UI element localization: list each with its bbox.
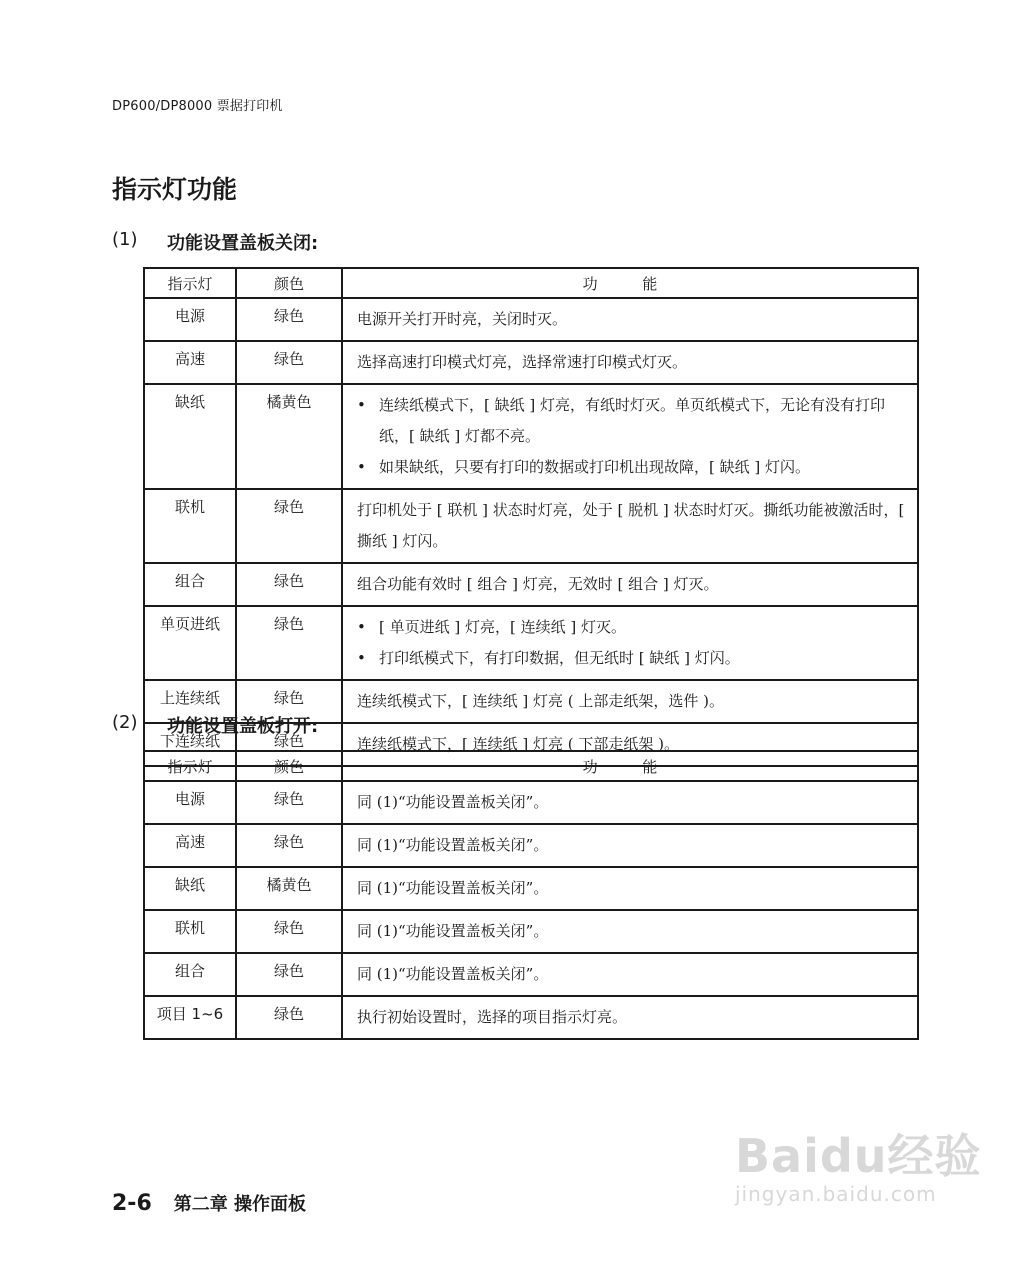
col-header-function: 功 能 (342, 268, 918, 298)
indicator-name: 电源 (144, 298, 236, 341)
function-description (342, 341, 918, 384)
table-row (144, 996, 918, 1039)
description-line: 组合功能有效时 [ 组合 ] 灯亮，无效时 [ 组合 ] 灯灭。 (357, 575, 719, 593)
description-line: 连续纸模式下，[ 连续纸 ] 灯亮 ( 下部走纸架 )。 (357, 735, 680, 753)
indicator-color: 绿色 (236, 606, 342, 680)
indicator-name: 联机 (144, 489, 236, 563)
indicator-color: 绿色 (236, 996, 342, 1039)
indicator-name: 单页进纸 (144, 606, 236, 680)
col-header-color: 颜色 (236, 268, 342, 298)
indicator-color: 绿色 (236, 824, 342, 867)
bullet-text: 打印纸模式下，有打印数据，但无纸时 [ 缺纸 ] 灯闪。 (379, 649, 740, 667)
description-line: 连续纸模式下，[ 连续纸 ] 灯亮 ( 上部走纸架，选件 )。 (357, 692, 725, 710)
indicator-name: 上连续纸 (144, 680, 236, 723)
indicator-name: 组合 (144, 563, 236, 606)
watermark (735, 1120, 982, 1206)
watermark-url: jingyan.baidu.com (735, 1182, 937, 1206)
function-description (342, 824, 918, 867)
indicator-name: 联机 (144, 910, 236, 953)
bullet-text: 如果缺纸，只要有打印的数据或打印机出现故障，[ 缺纸 ] 灯闪。 (379, 458, 811, 476)
table-row (144, 781, 918, 824)
indicator-name: 高速 (144, 824, 236, 867)
page-footer (112, 1190, 306, 1216)
bullet-icon: • (357, 649, 366, 667)
function-description (342, 680, 918, 723)
indicator-name: 高速 (144, 341, 236, 384)
indicator-color: 绿色 (236, 489, 342, 563)
function-description (342, 996, 918, 1039)
page-title: 指示灯功能 (112, 175, 238, 204)
bullet-icon: • (357, 618, 366, 636)
indicator-color: 绿色 (236, 298, 342, 341)
indicator-name: 电源 (144, 781, 236, 824)
function-description (342, 489, 918, 563)
indicator-color: 绿色 (236, 563, 342, 606)
description-line: 执行初始设置时，选择的项目指示灯亮。 (357, 1008, 628, 1026)
description-line: 电源开关打开时亮，关闭时灭。 (357, 310, 568, 328)
indicator-name: 缺纸 (144, 384, 236, 489)
indicator-color: 绿色 (236, 953, 342, 996)
function-description (342, 563, 918, 606)
function-description (342, 781, 918, 824)
watermark-logo: Baidu经验 (735, 1129, 982, 1183)
section-2-label: 功能设置盖板打开: (167, 716, 319, 737)
indicator-color: 绿色 (236, 723, 342, 766)
bullet-item (357, 452, 911, 483)
function-description (342, 384, 918, 489)
table-row (144, 341, 918, 384)
col-header-color: 颜色 (236, 751, 342, 781)
section-2-number: (2) (112, 712, 138, 733)
function-description (342, 298, 918, 341)
page-number: 2-6 (112, 1191, 152, 1216)
indicator-table-cover-closed (143, 267, 919, 767)
section-2-heading (112, 712, 318, 738)
description-line: 打印机处于 [ 联机 ] 状态时灯亮，处于 [ 脱机 ] 状态时灯灭。撕纸功能被激活时，[ 撕纸 ] 灯闪。 (357, 501, 905, 550)
section-1-label: 功能设置盖板关闭: (167, 233, 319, 254)
description-line: 同 (1)“功能设置盖板关闭”。 (357, 793, 549, 811)
function-description (342, 953, 918, 996)
bullet-text: 连续纸模式下，[ 缺纸 ] 灯亮，有纸时灯灭。单页纸模式下，无论有没有打印纸，[ 缺纸 ] 灯都不亮。 (379, 396, 886, 445)
table-row (144, 953, 918, 996)
function-description (342, 910, 918, 953)
bullet-icon: • (357, 458, 366, 476)
col-header-light: 指示灯 (144, 751, 236, 781)
bullet-icon: • (357, 396, 366, 414)
function-description (342, 606, 918, 680)
col-header-function: 功 能 (342, 751, 918, 781)
description-line: 同 (1)“功能设置盖板关闭”。 (357, 965, 549, 983)
function-description (342, 867, 918, 910)
table-row (144, 563, 918, 606)
indicator-name: 项目 1~6 (144, 996, 236, 1039)
table-header-row (144, 751, 918, 781)
table-row (144, 606, 918, 680)
indicator-color: 绿色 (236, 910, 342, 953)
indicator-name: 下连续纸 (144, 723, 236, 766)
bullet-item (357, 612, 911, 643)
description-line: 同 (1)“功能设置盖板关闭”。 (357, 879, 549, 897)
table-row (144, 824, 918, 867)
section-1-heading (112, 229, 318, 255)
indicator-name: 缺纸 (144, 867, 236, 910)
description-line: 同 (1)“功能设置盖板关闭”。 (357, 836, 549, 854)
running-header: DP600/DP8000 票据打印机 (112, 99, 283, 114)
table-row (144, 489, 918, 563)
indicator-color: 绿色 (236, 341, 342, 384)
table-row (144, 867, 918, 910)
indicator-table-cover-open (143, 750, 919, 1040)
bullet-text: [ 单页进纸 ] 灯亮，[ 连续纸 ] 灯灭。 (379, 618, 627, 636)
table-row (144, 298, 918, 341)
col-header-light: 指示灯 (144, 268, 236, 298)
table-header-row (144, 268, 918, 298)
indicator-color: 绿色 (236, 781, 342, 824)
indicator-name: 组合 (144, 953, 236, 996)
table-row (144, 384, 918, 489)
description-line: 选择高速打印模式灯亮，选择常速打印模式灯灭。 (357, 353, 688, 371)
description-line: 同 (1)“功能设置盖板关闭”。 (357, 922, 549, 940)
table-row (144, 910, 918, 953)
bullet-item (357, 643, 911, 674)
indicator-color: 绿色 (236, 680, 342, 723)
section-1-number: (1) (112, 229, 138, 250)
indicator-color: 橘黄色 (236, 384, 342, 489)
chapter-title: 第二章 操作面板 (173, 1194, 307, 1215)
bullet-item (357, 390, 911, 452)
indicator-color: 橘黄色 (236, 867, 342, 910)
